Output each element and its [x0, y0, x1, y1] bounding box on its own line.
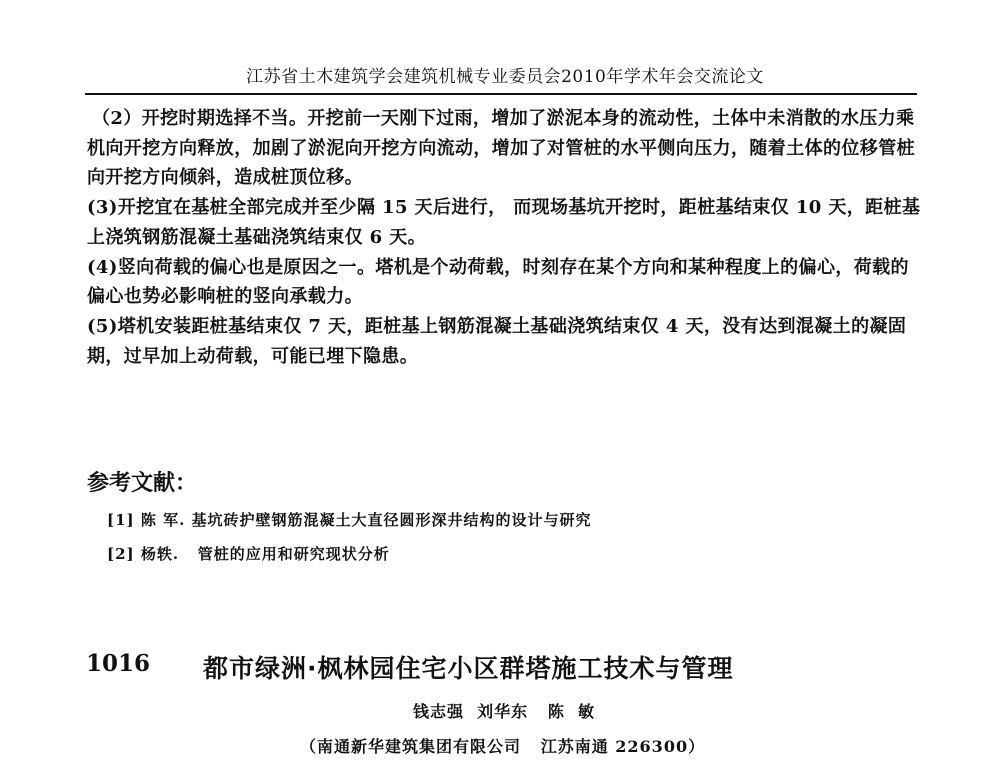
paragraph-5: (5)塔机安装距桩基结束仅 7 天，距桩基上钢筋混凝土基础浇筑结束仅 4 天，没有达到混凝土的凝固期，过早加上动荷载，可能已埋下隐患。 — [87, 315, 907, 367]
running-header: 江苏省土木建筑学会建筑机械专业委员会2010年学术年会交流论文 — [246, 67, 764, 87]
paragraph-2: （2）开挖时期选择不当。开挖前一天刚下过雨，增加了淤泥本身的流动性，土体中未消散的水压力乘机向开挖方向释放，加剧了淤泥向开挖方向流动，增加了对管桩的水平侧向压力，随着土体的位移管桩向开挖方向倾斜，造成桩顶位移。 — [87, 108, 915, 189]
article-affiliation: （南通新华建筑集团有限公司 江苏南通 226300） — [300, 737, 706, 756]
reference-item-1: [1] 陈 军. 基坑砖护壁钢筋混凝土大直径圆形深井结构的设计与研究 — [107, 511, 592, 529]
article-title: 都市绿洲·枫林园住宅小区群塔施工技术与管理 — [203, 654, 734, 683]
reference-item-2: [2] 杨轶. 管桩的应用和研究现状分析 — [107, 545, 390, 563]
paragraph-4: (4)竖向荷载的偏心也是原因之一。塔机是个动荷载，时刻存在某个方向和某种程度上的偏心，荷载的偏心也势必影响桩的竖向承载力。 — [87, 256, 909, 308]
references-list — [107, 503, 807, 571]
paragraph-3: (3)开挖宜在基桩全部完成并至少隔 15 天后进行， 而现场基坑开挖时，距桩基结束仅 10 天，距桩基上浇筑钢筋混凝土基础浇筑结束仅 6 天。 — [87, 197, 921, 248]
body-text — [87, 104, 922, 371]
references-title: 参考文献： — [87, 471, 198, 496]
page-number: 1016 — [86, 650, 151, 677]
header-rule — [85, 93, 917, 95]
article-authors: 钱志强 刘华东 陈 敏 — [413, 702, 595, 721]
